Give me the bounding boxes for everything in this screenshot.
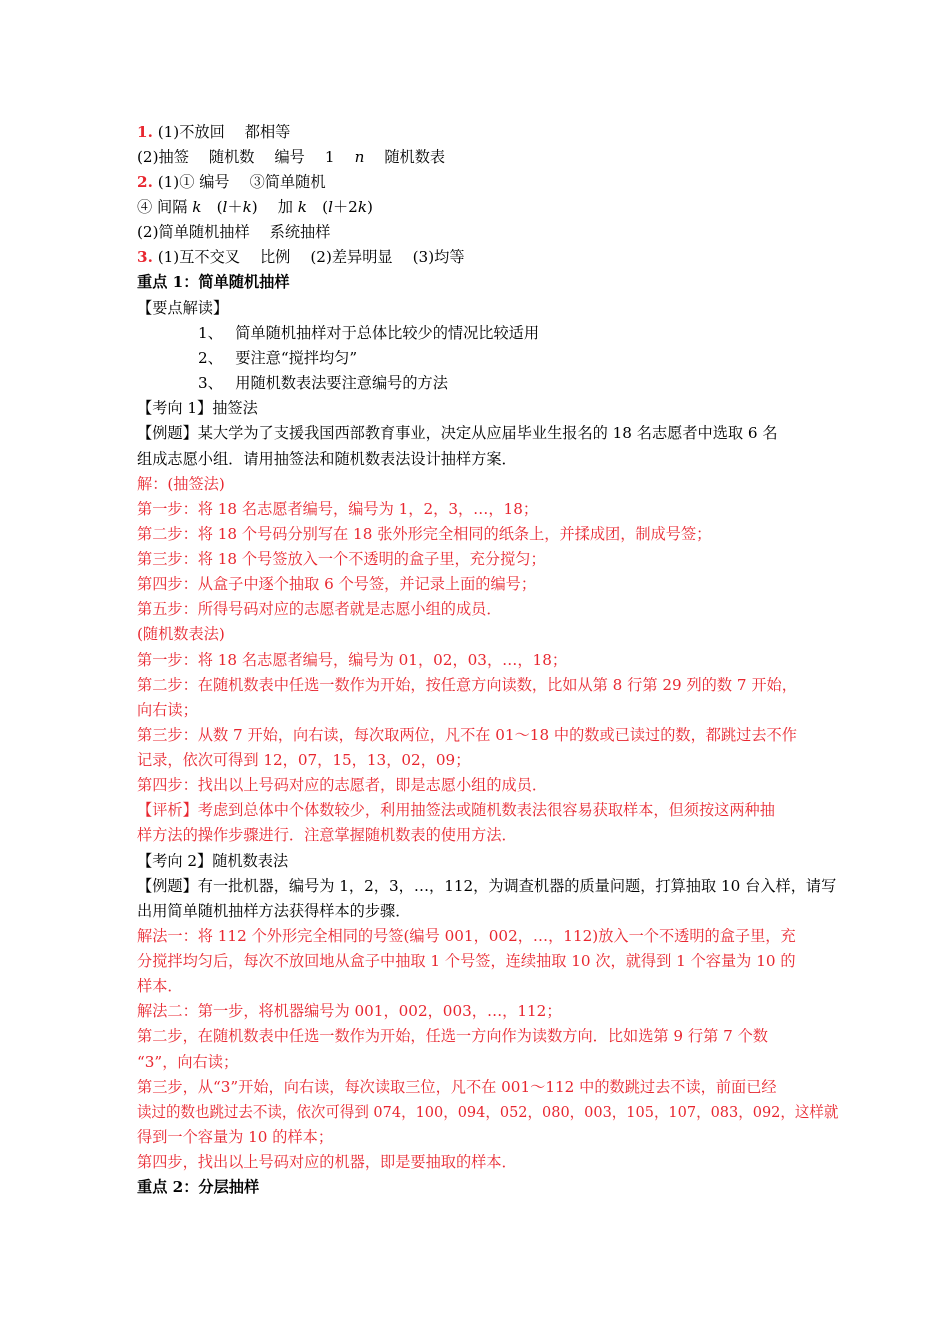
solution-line: 第二步，在随机数表中任选一数作为开始，任选一方向作为读数方向．比如选第 9 行第 7 个数	[137, 1027, 768, 1045]
solution-line: 得到一个容量为 10 的样本；	[137, 1128, 334, 1146]
answer-line-4	[137, 197, 373, 217]
solution-line: 解法一：将 112 个外形完全相同的号签(编号 001，002，…，112)放入一个不透明的盒子里，充	[137, 927, 796, 945]
answer-text-4f: (	[306, 198, 329, 216]
kaoxiang-2-label: 【考向 2】随机数表法	[137, 852, 289, 870]
answer-number-3: 3.	[137, 248, 153, 266]
answer-var-k: k	[192, 198, 202, 216]
answer-text-4i: )	[367, 198, 373, 216]
solution-step: 第一步：将 18 名志愿者编号，编号为 01，02，03，…，18；	[137, 651, 568, 669]
answer-line-5	[137, 222, 330, 242]
solution-step: 第二步：将 18 个号码分别写在 18 张外形完全相同的纸条上，并揉成团，制成号签；	[137, 525, 712, 543]
keypoints-label: 【要点解读】	[137, 299, 229, 317]
solution-step: 记录，依次可得到 12，07，15，13，02，09；	[137, 751, 471, 769]
answer-text-1: (1)不放回 都相等	[157, 123, 291, 141]
example-2-line-1	[137, 876, 836, 896]
answer-var-k: k	[357, 198, 368, 216]
solution-step: 第三步：将 18 个号签放入一个不透明的盒子里，充分搅匀；	[137, 550, 546, 568]
answer-text-3: (1)① 编号 ③简单随机	[157, 173, 326, 191]
keypoint-item: 2、 要注意“搅拌均匀”	[198, 349, 358, 367]
solution-line: 读过的数也跳过去不读，依次可得到 074，100，094，052，080，003，105，107，083，092，这样就	[137, 1103, 839, 1121]
solution-line: 第三步，从“3”开始，向右读，每次读取三位，凡不在 001～112 中的数跳过去不读，前面已经	[137, 1078, 777, 1096]
answer-text-2: (2)抽签 随机数 编号 1	[137, 148, 355, 166]
solution-line: “3”，向右读；	[137, 1053, 239, 1071]
example-label: 【例题】	[137, 877, 198, 895]
solution-step: 向右读；	[137, 701, 198, 719]
answer-text-4e: ) 加	[251, 198, 298, 216]
solution-line: 分搅拌均匀后，每次不放回地从盒子中抽取 1 个号签，连续抽取 10 次，就得到 1 个容量为 10 的	[137, 952, 796, 970]
answer-text-6: (1)互不交叉 比例 (2)差异明显 (3)均等	[157, 248, 465, 266]
answer-text-4a: ④ 间隔	[137, 198, 193, 216]
answer-var-l: l	[222, 198, 228, 216]
example-label: 【例题】	[137, 424, 198, 442]
answer-number-1: 1.	[137, 123, 153, 141]
answer-number-2: 2.	[137, 173, 153, 191]
solution-line: 解法二：第一步，将机器编号为 001，002，003，…，112；	[137, 1002, 562, 1020]
solution-line: 第四步，找出以上号码对应的机器，即是要抽取的样本．	[137, 1153, 517, 1171]
keypoint-item: 3、 用随机数表法要注意编号的方法	[198, 374, 448, 392]
answer-text-4h: ＋2	[332, 198, 358, 216]
solution-step: 第四步：从盒子中逐个抽取 6 个号签，并记录上面的编号；	[137, 575, 537, 593]
method-2-title: (随机数表法)	[137, 625, 225, 643]
example-1-line-1	[137, 423, 778, 443]
section-heading-1: 重点 1：简单随机抽样	[137, 273, 290, 291]
example-2-line-2: 出用简单随机抽样方法获得样本的步骤．	[137, 902, 411, 920]
answer-line-2	[137, 147, 445, 167]
example-text: 有一批机器，编号为 1，2，3，…，112，为调查机器的质量问题，打算抽取 10 台入样，请写	[197, 877, 837, 895]
review-text: 考虑到总体中个体数较少，利用抽签法或随机数表法很容易获取样本，但须按这两种抽	[197, 801, 775, 819]
answer-text-2-end: 随机数表	[364, 148, 446, 166]
answer-var-k: k	[297, 198, 307, 216]
answer-text-5: (2)简单随机抽样 系统抽样	[137, 223, 331, 241]
example-text: 某大学为了支援我国西部教育事业，决定从应届毕业生报名的 18 名志愿者中选取 6 名	[197, 424, 778, 442]
kaoxiang-1-label: 【考向 1】抽签法	[137, 399, 258, 417]
answer-var-l: l	[328, 198, 333, 216]
section-heading-2: 重点 2：分层抽样	[137, 1178, 260, 1196]
example-1-line-2: 组成志愿小组．请用抽签法和随机数表法设计抽样方案．	[137, 450, 517, 468]
solution-line: 样本．	[137, 977, 183, 995]
answer-text-4b: (	[201, 198, 223, 216]
solution-step: 第四步：找出以上号码对应的志愿者，即是志愿小组的成员．	[137, 776, 548, 794]
review-line-2: 样方法的操作步骤进行．注意掌握随机数表的使用方法．	[137, 826, 517, 844]
answer-line-1	[137, 122, 290, 142]
solution-step: 第二步：在随机数表中任选一数作为开始，按任意方向读数，比如从第 8 行第 29 列的数 7 开始，	[137, 676, 797, 694]
answer-var-n: n	[354, 148, 365, 166]
answer-var-k: k	[242, 198, 252, 216]
answer-text-4d: ＋	[227, 198, 243, 216]
review-line-1	[137, 800, 775, 820]
answer-line-6	[137, 247, 465, 267]
review-label: 【评析】	[137, 801, 198, 819]
keypoint-item: 1、 简单随机抽样对于总体比较少的情况比较适用	[198, 324, 540, 342]
answer-line-3	[137, 172, 326, 192]
solution-step: 第一步：将 18 名志愿者编号，编号为 1，2，3，…，18；	[137, 500, 539, 518]
solution-step: 第三步：从数 7 开始，向右读，每次取两位，凡不在 01～18 中的数或已读过的数，都跳过去不作	[137, 726, 797, 744]
solution-title: 解：(抽签法)	[137, 475, 225, 493]
solution-step: 第五步：所得号码对应的志愿者就是志愿小组的成员．	[137, 600, 502, 618]
